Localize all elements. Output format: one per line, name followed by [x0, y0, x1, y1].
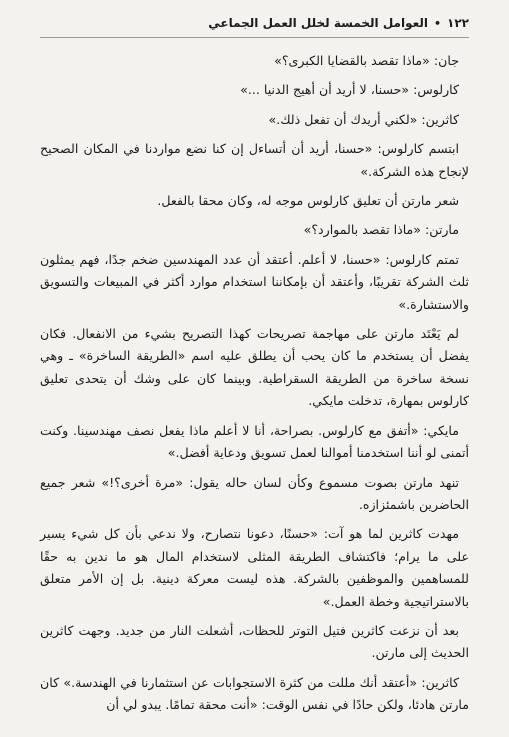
paragraph-3: كاثرين: «لكني أريدك أن تفعل ذلك.» [268, 111, 459, 127]
paragraph-6: مارتن: «ماذا تقصد بالموارد؟» [303, 222, 459, 238]
paragraph-7: تمتم كارلوس: «حسنا، لا أعلم. أعتقد أن عدد المهندسين ضخم جدًا، فهم يمثلون ثلث الشركة تقريبًا، وأعتقد أن بإمكاننا استخدام موارد أكثر في المبيعات والتسويق والاستشارة.» [40, 251, 469, 312]
paragraph-8: لم يَعْتَد مارتن على مهاجمة تصريحات كهذا التصريح بشيء من الانفعال. فكان يفضل أن يستخدم ما كان يحب أن يطلق عليه اسم «الطريقة الساخرة» ـ وهي نسخة ساخرة من الطريقة السقراطية. وبينما كان على وشك أن يتحدى تعليق كارلوس بمهارة، تدخلت مايكي. [40, 326, 469, 409]
page-number: ١٢٢ [447, 16, 469, 30]
paragraph-12: بعد أن نزعت كاثرين فتيل التوتر للحظات، أشعلت النار من جديد. وجهت كاثرين الحديث إلى مارتن. [40, 622, 469, 661]
running-title: العوامل الخمسة لخلل العمل الجماعي [208, 16, 428, 30]
paragraph-9: مايكي: «أتفق مع كارلوس. بصراحة، أنا لا أعلم ماذا يفعل نصف مهندسينا. وكنت أتمنى لو أننا استخدمنا أموالنا لعمل تسويق ودعاية أفضل.» [40, 422, 469, 461]
paragraph-1: جان: «ماذا تقصد بالقضايا الكبرى؟» [274, 53, 459, 68]
header-bullet: • [433, 16, 442, 30]
page-body [40, 50, 469, 717]
paragraph-4: ابتسم كارلوس: «حسنا، أريد أن أتساءل إن كنا نضع مواردنا في المكان الصحيح لإنجاح هذه الشركة.» [40, 141, 469, 179]
paragraph-11: مهدت كاثرين لما هو آت: «حسنًا، دعونا نتصارح، ولا ندعي بأن كل شيء يسير على ما يرام؛ فاكتشاف الطريقة المثلى لاستخدام المال هو ما ندين به حقًا للمساهمين والموظفين بالشركة. هذه ليست معركة دينية. بل إن الأمر متعلق بالاستراتيجية وخطة العمل.» [40, 526, 469, 609]
paragraph-2: كارلوس: «حسنا، لا أريد أن أهيج الدنيا ...» [240, 82, 459, 98]
running-header [40, 12, 469, 38]
paragraph-10: تنهد مارتن بصوت مسموع وكأن لسان حاله يقول: «مرة أخرى؟!» شعر جميع الحاضرين باشمئزازه. [40, 474, 469, 512]
paragraph-13: كاثرين: «أعتقد أنك مللت من كثرة الاستجوابات عن استثمارنا في الهندسة.» كان مارتن هادئا، ولكن حادًا في نفس الوقت: «أنت محقة تمامًا. يبدو لي أن [40, 674, 469, 713]
paragraph-5: شعر مارتن أن تعليق كارلوس موجه له، وكان محقا بالفعل. [157, 193, 459, 209]
